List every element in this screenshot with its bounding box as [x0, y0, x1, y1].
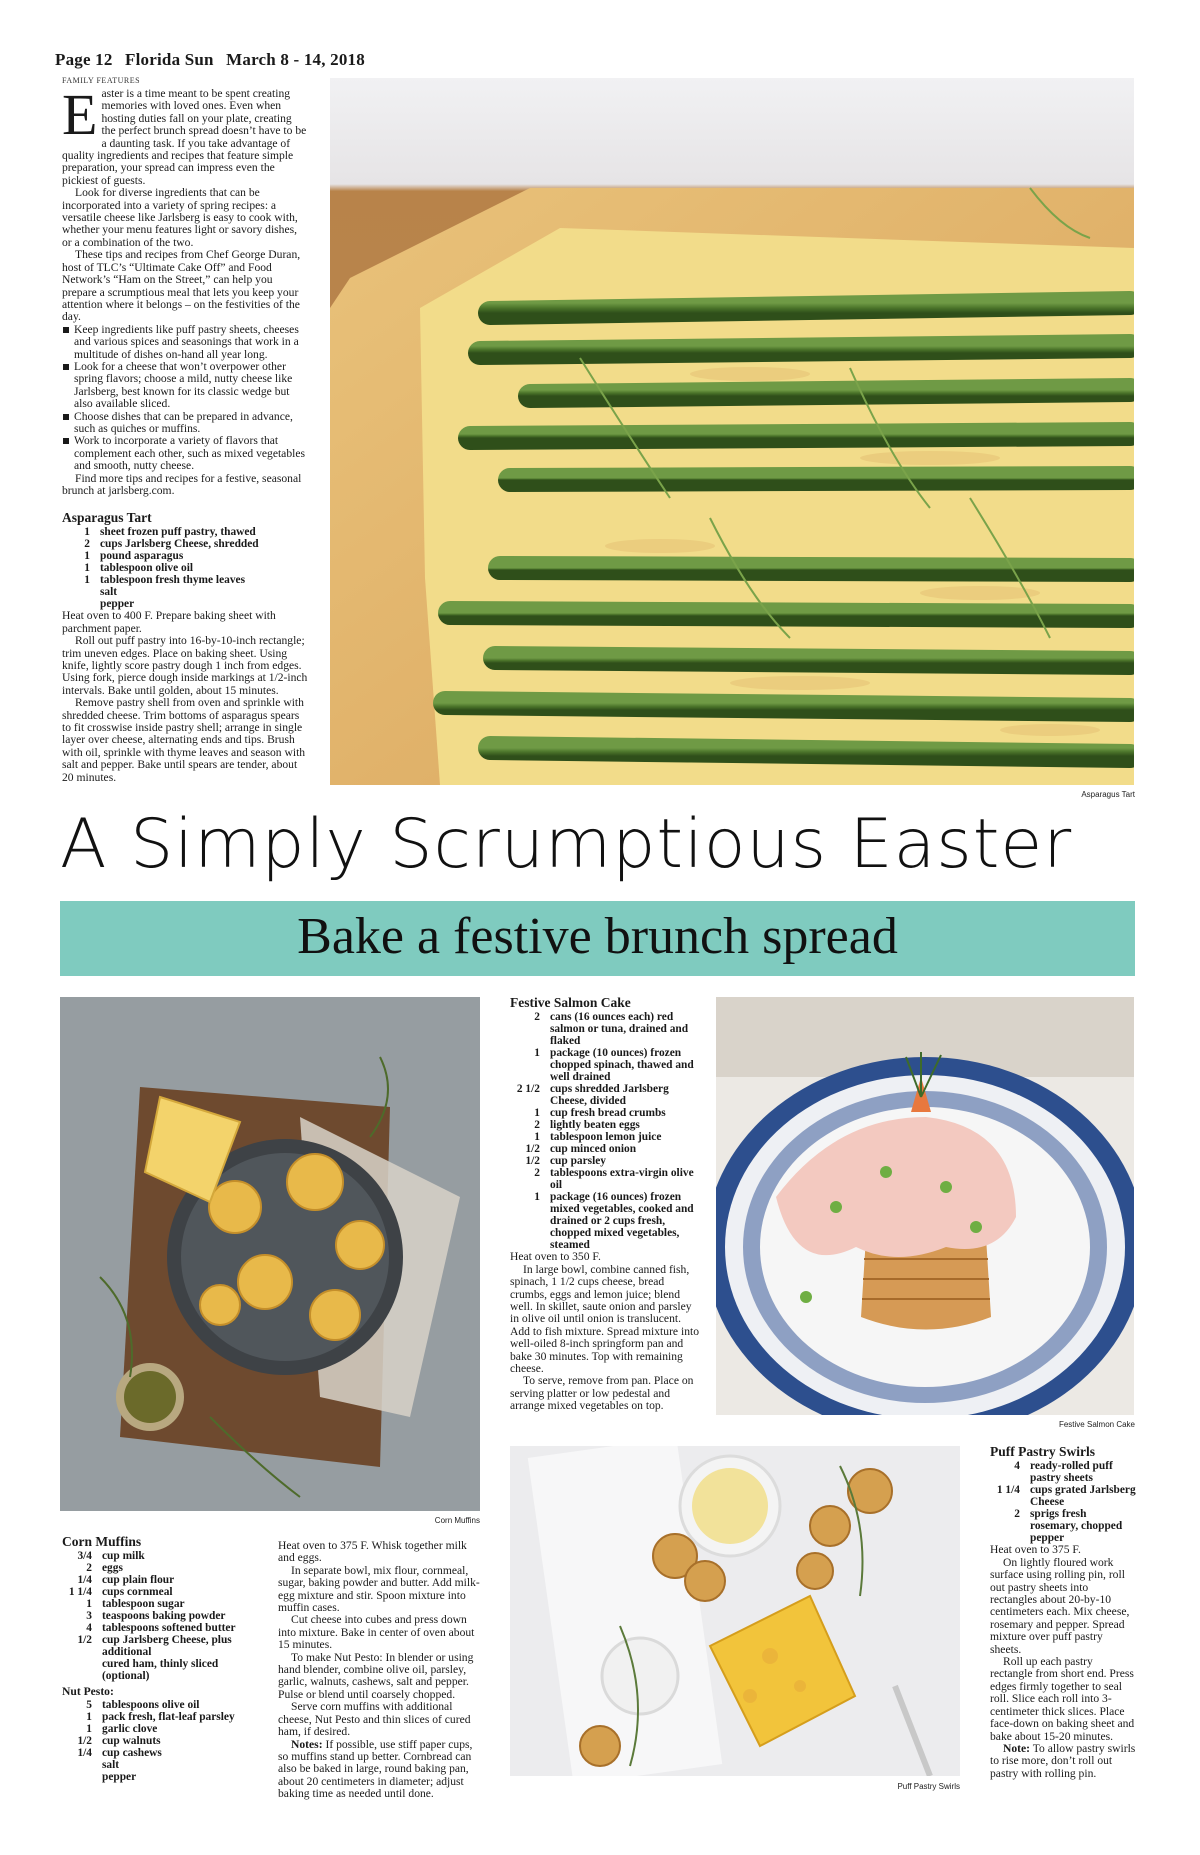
asparagus-tart-illustration [330, 78, 1134, 785]
recipe-note: Note: To allow pastry swirls to rise more, don’t roll out pastry with rolling pin. [990, 1741, 1136, 1780]
ingredient-row: salt [102, 1758, 120, 1771]
ingredient-row: pepper [1030, 1532, 1065, 1545]
section-tag: FAMILY FEATURES [62, 76, 141, 85]
recipe-note: Notes: If possible, use stiff paper cups, so muffins stand up better. Cornbread can also be baked in large, round baking pan, about 20 centimeters in diameter; adjust baking time as needed until done. [278, 1737, 473, 1801]
subheadline-band [60, 901, 1135, 976]
ingredient-row: 1 tablespoon lemon juice [534, 1131, 662, 1144]
ingredient-row: pepper [100, 598, 135, 611]
photo-caption: Corn Muffins [434, 1516, 480, 1525]
ingredient-row: 4 ready-rolled puff pastry sheets [1014, 1460, 1113, 1485]
ingredient-row: cured ham, thinly sliced (optional) [102, 1658, 219, 1683]
corn-muffins-illustration [60, 997, 480, 1511]
intro-paragraph: Look for diverse ingredients that can be incorporated into a variety of spring recipes: a versatile cheese like Jarlsberg is easy to cook with, whether your menu features light or savory dishes, or a combination of the two. [62, 186, 298, 249]
asparagus-tart-photo [330, 78, 1134, 785]
ingredient-row: 1/2 cup walnuts [77, 1734, 161, 1747]
ingredient-row: 3 teaspoons baking powder [86, 1610, 226, 1623]
corn-muffins-steps [278, 1540, 480, 1801]
photo-caption: Festive Salmon Cake [1058, 1420, 1135, 1429]
recipe-step: Heat oven to 400 F. Prepare baking sheet with parchment paper. [62, 609, 276, 635]
ingredient-row: 2 tablespoons extra-virgin olive oil [534, 1167, 694, 1192]
ingredient-row: pepper [102, 1770, 137, 1783]
recipe-title: Festive Salmon Cake [510, 995, 631, 1010]
photo-caption: Puff Pastry Swirls [897, 1782, 960, 1791]
ingredient-row: 1/2 cup minced onion [525, 1143, 637, 1156]
ingredient-list [990, 1460, 1136, 1544]
tip-item: Look for a cheese that won’t overpower other spring flavors; choose a mild, nutty cheese like Jarlsberg, best known for its classic wedge but also available sliced. [62, 361, 308, 411]
salmon-cake-illustration [716, 997, 1134, 1415]
recipe-step: On lightly floured work surface using rolling pin, roll out pastry sheets into rectangles about 20-by-10 centimeters each. Mix cheese, rosemary and pepper. Spread mixture over puff pastry sheets. [990, 1555, 1130, 1656]
ingredient-row: 1 tablespoon olive oil [84, 562, 194, 575]
ingredient-row: 2 eggs [86, 1562, 123, 1575]
ingredient-row: 1 1/4 cups grated Jarlsberg Cheese [996, 1484, 1136, 1509]
recipe-step: Cut cheese into cubes and press down into mixture. Bake in center of oven about 15 minutes. [278, 1613, 475, 1652]
recipe-step: Heat oven to 375 F. [990, 1543, 1081, 1557]
corn-muffins-photo [60, 997, 480, 1511]
tip-item: Work to incorporate a variety of flavors that complement each other, such as mixed vegetables and smooth, nutty cheese. [62, 435, 308, 472]
puff-pastry-illustration [510, 1446, 960, 1776]
recipe-title: Asparagus Tart [62, 510, 152, 525]
ingredient-row: 1 cup fresh bread crumbs [534, 1107, 666, 1120]
ingredient-row: 1 pack fresh, flat-leaf parsley [86, 1710, 235, 1723]
ingredient-row: 1 garlic clove [86, 1722, 158, 1735]
intro-paragraph: These tips and recipes from Chef George Duran, host of TLC’s “Ultimate Cake Off” and Food Network’s “Ham on the Street,” can help you prepare a scrumptious meal that lets you keep your attention where it belongs – on the festivities of the day. [62, 248, 301, 324]
recipe-step: Roll out puff pastry into 16-by-10-inch rectangle; trim uneven edges. Place on baking sheet. Using knife, lightly score pastry dough 1 inch from edges. Using fork, pierce dough inside markings at 1/2-inch intervals. Bake until golden, about 15 minutes. [62, 634, 308, 697]
ingredient-row: 1 package (10 ounces) frozen chopped spinach, thawed and well drained [534, 1047, 694, 1084]
salmon-recipe [510, 997, 700, 1413]
recipe-step: Serve corn muffins with additional cheese, Nut Pesto and thin slices of cured ham, if desired. [278, 1700, 471, 1739]
recipe-step: Heat oven to 350 F. [510, 1250, 601, 1264]
drop-cap: E [62, 82, 98, 147]
ingredient-row: 1/2 cup Jarlsberg Cheese, plus additional [77, 1634, 232, 1659]
tip-item: Choose dishes that can be prepared in advance, such as quiches or muffins. [62, 411, 308, 436]
recipe-step: In separate bowl, mix flour, cornmeal, sugar, baking powder and butter. Add milk-egg mixture and stir. Spoon mixture into muffin cases. [278, 1563, 480, 1615]
ingredient-list [62, 526, 259, 610]
ingredient-row: 1 sheet frozen puff pastry, thawed [84, 526, 256, 539]
page-number: Page 12 [55, 50, 113, 69]
intro-paragraph: aster is a time meant to be spent creating memories with loved ones. Even when hosting duties fall on your plate, creating the perfect brunch spread doesn’t have to be a daunting task. If you take advantage of quality ingredients and recipes that feature simple preparation, your spread can impress even the pickiest of guests. [62, 87, 307, 187]
recipe-step: In large bowl, combine canned fish, spinach, 1 1/2 cups cheese, bread crumbs, eggs and lemon juice; blend well. In skillet, saute onion and parsley in olive oil until onion is translucent. Add to fish mixture. Spread mixture into well-oiled 8-inch springform pan and bake 30 minutes. Top with remaining cheese. [510, 1262, 700, 1376]
ingredient-row: 4 tablespoons softened butter [86, 1622, 236, 1635]
salmon-cake-photo [716, 997, 1134, 1415]
recipe-step: Roll up each pastry rectangle from short end. Press edges firmly together to seal roll. Slice each roll into 3-centimeter thick slices. Place face-down on baking sheet and bake about 15-20 minutes. [990, 1655, 1135, 1743]
ingredient-row: 3/4 cup milk [77, 1550, 145, 1563]
recipe-step: Heat oven to 375 F. Whisk together milk and eggs. [278, 1539, 467, 1565]
ingredient-list [62, 1550, 267, 1682]
issue-dates: March 8 - 14, 2018 [226, 50, 365, 69]
ingredient-row: 5 tablespoons olive oil [86, 1698, 200, 1711]
puff-pastry-photo [510, 1446, 960, 1776]
intro-article [62, 82, 308, 497]
ingredient-row: 1 package (16 ounces) frozen mixed vegetables, cooked and drained or 2 cups fresh, chopped mixed vegetables, steamed [534, 1191, 694, 1252]
ingredient-row: 2 cups Jarlsberg Cheese, shredded [84, 538, 259, 551]
pesto-label: Nut Pesto: [62, 1685, 114, 1699]
recipe-step: Remove pastry shell from oven and sprinkle with shredded cheese. Trim bottoms of asparagus spears to fit crosswise inside pastry shell; arrange in single layer over cheese, alternating ends and tips. Brush with oil, sprinkle with thyme leaves and season with salt and pepper. Bake until spears are tender, about 20 minutes. [62, 696, 306, 784]
ingredient-row: 1 tablespoon fresh thyme leaves [84, 574, 246, 587]
recipe-step: To make Nut Pesto: In blender or using hand blender, combine olive oil, parsley, garlic, walnuts, cashews, salt and pepper. Pulse or blend until coarsely chopped. [278, 1650, 474, 1701]
ingredient-row: 1 tablespoon sugar [86, 1598, 185, 1611]
ingredient-row: 1 pound asparagus [84, 550, 184, 563]
photo-caption: Asparagus Tart [1081, 790, 1135, 799]
ingredient-list [510, 1011, 700, 1251]
headline: A Simply Scrumptious Easter [60, 805, 1073, 884]
ingredient-row: 1/2 cup parsley [525, 1155, 607, 1168]
ingredient-row: salt [100, 586, 118, 599]
ingredient-row: 2 lightly beaten eggs [534, 1119, 640, 1132]
ingredient-row: 2 sprigs fresh rosemary, chopped [1014, 1508, 1123, 1533]
ingredient-row: 2 1/2 cups shredded Jarlsberg Cheese, divided [516, 1083, 669, 1108]
pesto-ingredient-list [62, 1699, 235, 1783]
tips-list [62, 324, 308, 473]
ingredient-row: 2 cans (16 ounces each) red salmon or tuna, drained and flaked [534, 1011, 689, 1048]
recipe-title: Puff Pastry Swirls [990, 1444, 1095, 1459]
corn-muffins-recipe [62, 1536, 267, 1783]
tip-item: Keep ingredients like puff pastry sheets, cheeses and various spices and seasonings that work in a multitude of dishes on-hand all year long. [62, 324, 308, 361]
asparagus-recipe [62, 512, 308, 784]
intro-paragraph: Find more tips and recipes for a festive, seasonal brunch at jarlsberg.com. [62, 471, 302, 497]
recipe-title: Corn Muffins [62, 1534, 142, 1549]
paper-name: Florida Sun [125, 50, 214, 69]
subheadline: Bake a festive brunch spread [297, 908, 898, 965]
ingredient-row: 1/4 cup cashews [77, 1746, 162, 1759]
puff-pastry-recipe [990, 1446, 1136, 1780]
page-header [55, 50, 373, 70]
ingredient-row: 1/4 cup plain flour [77, 1574, 175, 1587]
recipe-step: To serve, remove from pan. Place on serving platter or low pedestal and arrange mixed vegetables on top. [510, 1374, 694, 1413]
ingredient-row: 1 1/4 cups cornmeal [68, 1586, 173, 1599]
